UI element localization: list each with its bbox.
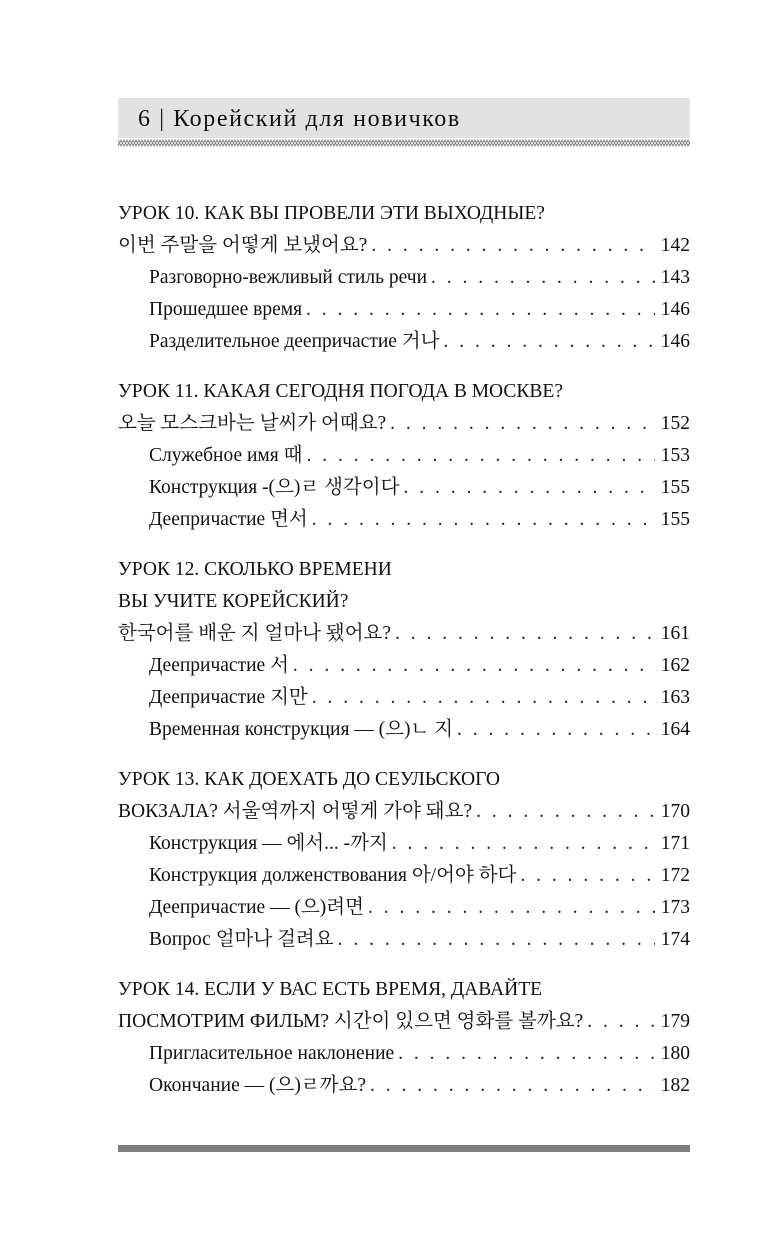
toc-lesson	[118, 764, 690, 956]
toc-page-number: 143	[660, 267, 690, 288]
toc-entry-text: Деепричастие — (으)려면	[149, 897, 364, 918]
toc-entry	[118, 230, 690, 262]
toc-entry-text: Окончание — (으)ㄹ까요?	[149, 1075, 366, 1096]
toc-page-number: 146	[660, 299, 690, 320]
table-of-contents	[118, 198, 690, 1120]
toc-entry-text: 오늘 모스크바는 날씨가 어때요?	[118, 413, 387, 434]
toc-page-number: 155	[660, 509, 690, 530]
toc-entry	[118, 408, 690, 440]
toc-entry-text: Конструкция — 에서... -까지	[149, 833, 388, 854]
toc-entry	[118, 618, 690, 650]
toc-entry-text: 이번 주말을 어떻게 보냈어요?	[118, 235, 368, 256]
toc-entry-text: УРОК 13. КАК ДОЕХАТЬ ДО СЕУЛЬСКОГО	[118, 769, 501, 790]
toc-lesson	[118, 974, 690, 1102]
toc-entry-text: Разделительное деепричастие 거나	[149, 331, 440, 352]
dot-leader	[443, 326, 654, 358]
toc-page-number: 142	[660, 235, 690, 256]
toc-entry-text: Прошедшее время	[149, 299, 303, 320]
toc-page-number: 182	[660, 1075, 690, 1096]
dot-leader	[312, 682, 655, 714]
toc-entry-text: Вопрос 얼마나 걸려요	[149, 929, 334, 950]
toc-page-number: 172	[660, 865, 690, 886]
book-title: Корейский для новичков	[173, 106, 461, 132]
toc-page-number: 146	[660, 331, 690, 352]
toc-lesson-heading	[118, 376, 690, 408]
toc-lesson-heading	[118, 198, 690, 230]
dot-leader	[398, 1038, 655, 1070]
dot-leader	[395, 618, 655, 650]
toc-lesson	[118, 554, 690, 746]
toc-entry-text: УРОК 10. КАК ВЫ ПРОВЕЛИ ЭТИ ВЫХОДНЫЕ?	[118, 203, 545, 224]
toc-entry	[118, 1006, 690, 1038]
toc-entry-text: Конструкция долженствования 아/어야 하다	[149, 865, 517, 886]
toc-subentry	[118, 828, 690, 860]
toc-subentry	[118, 504, 690, 536]
toc-page-number: 179	[660, 1011, 690, 1032]
toc-lesson-heading	[118, 974, 690, 1006]
toc-entry-text: УРОК 12. СКОЛЬКО ВРЕМЕНИ	[118, 559, 392, 580]
dot-leader	[312, 504, 655, 536]
toc-entry-text: ВОКЗАЛА? 서울역까지 어떻게 가야 돼요?	[118, 801, 473, 822]
running-header	[138, 104, 461, 134]
toc-subentry	[118, 326, 690, 358]
toc-entry-text: ВЫ УЧИТЕ КОРЕЙСКИЙ?	[118, 591, 349, 612]
toc-subentry	[118, 924, 690, 956]
toc-entry-text: 한국어를 배운 지 얼마나 됐어요?	[118, 623, 392, 644]
toc-subentry	[118, 262, 690, 294]
toc-subentry	[118, 650, 690, 682]
toc-page-number: 171	[660, 833, 690, 854]
toc-subentry	[118, 1070, 690, 1102]
toc-subentry	[118, 1038, 690, 1070]
dot-leader	[306, 294, 655, 326]
toc-lesson-heading	[118, 554, 690, 586]
toc-subentry	[118, 714, 690, 746]
dot-leader	[587, 1006, 655, 1038]
dot-leader	[403, 472, 654, 504]
toc-entry-text: Временная конструкция — (으)ㄴ 지	[149, 719, 454, 740]
toc-lesson-heading	[118, 586, 690, 618]
toc-page-number: 161	[660, 623, 690, 644]
toc-entry-text: Деепричастие 지만	[149, 687, 308, 708]
toc-page-number: 173	[660, 897, 690, 918]
toc-page-number: 153	[660, 445, 690, 466]
toc-entry-text: Служебное имя 때	[149, 445, 303, 466]
toc-subentry	[118, 682, 690, 714]
toc-entry-text: ПОСМОТРИМ ФИЛЬМ? 시간이 있으면 영화를 볼까요?	[118, 1011, 584, 1032]
dot-leader	[457, 714, 655, 746]
toc-page-number: 164	[660, 719, 690, 740]
toc-subentry	[118, 892, 690, 924]
dot-leader	[476, 796, 655, 828]
dot-leader	[390, 408, 655, 440]
dot-leader	[392, 828, 655, 860]
toc-page-number: 152	[660, 413, 690, 434]
toc-page-number: 155	[660, 477, 690, 498]
dot-leader	[293, 650, 655, 682]
toc-subentry	[118, 294, 690, 326]
dot-leader	[371, 230, 654, 262]
toc-lesson	[118, 198, 690, 358]
toc-lesson-heading	[118, 764, 690, 796]
dot-leader	[370, 1070, 655, 1102]
toc-entry-text: УРОК 14. ЕСЛИ У ВАС ЕСТЬ ВРЕМЯ, ДАВАЙТЕ	[118, 979, 543, 1000]
toc-page-number: 170	[660, 801, 690, 822]
toc-entry-text: Конструкция -(으)ㄹ 생각이다	[149, 477, 400, 498]
toc-entry-text: Разговорно-вежливый стиль речи	[149, 267, 427, 288]
toc-entry-text: УРОК 11. КАКАЯ СЕГОДНЯ ПОГОДА В МОСКВЕ?	[118, 381, 563, 402]
header-zigzag-border	[118, 137, 690, 149]
toc-subentry	[118, 472, 690, 504]
toc-subentry	[118, 440, 690, 472]
footer-rule	[118, 1145, 690, 1152]
toc-page-number: 174	[660, 929, 690, 950]
toc-entry-text: Деепричастие 면서	[149, 509, 308, 530]
dot-leader	[520, 860, 654, 892]
header-separator: |	[159, 106, 166, 132]
toc-entry-text: Деепричастие 서	[149, 655, 289, 676]
page-number: 6	[138, 106, 152, 132]
toc-lesson	[118, 376, 690, 536]
toc-page-number: 180	[660, 1043, 690, 1064]
toc-subentry	[118, 860, 690, 892]
toc-page-number: 163	[660, 687, 690, 708]
toc-entry	[118, 796, 690, 828]
dot-leader	[306, 440, 654, 472]
dot-leader	[338, 924, 655, 956]
toc-page-number: 162	[660, 655, 690, 676]
dot-leader	[431, 262, 655, 294]
dot-leader	[368, 892, 655, 924]
toc-entry-text: Пригласительное наклонение	[149, 1043, 395, 1064]
